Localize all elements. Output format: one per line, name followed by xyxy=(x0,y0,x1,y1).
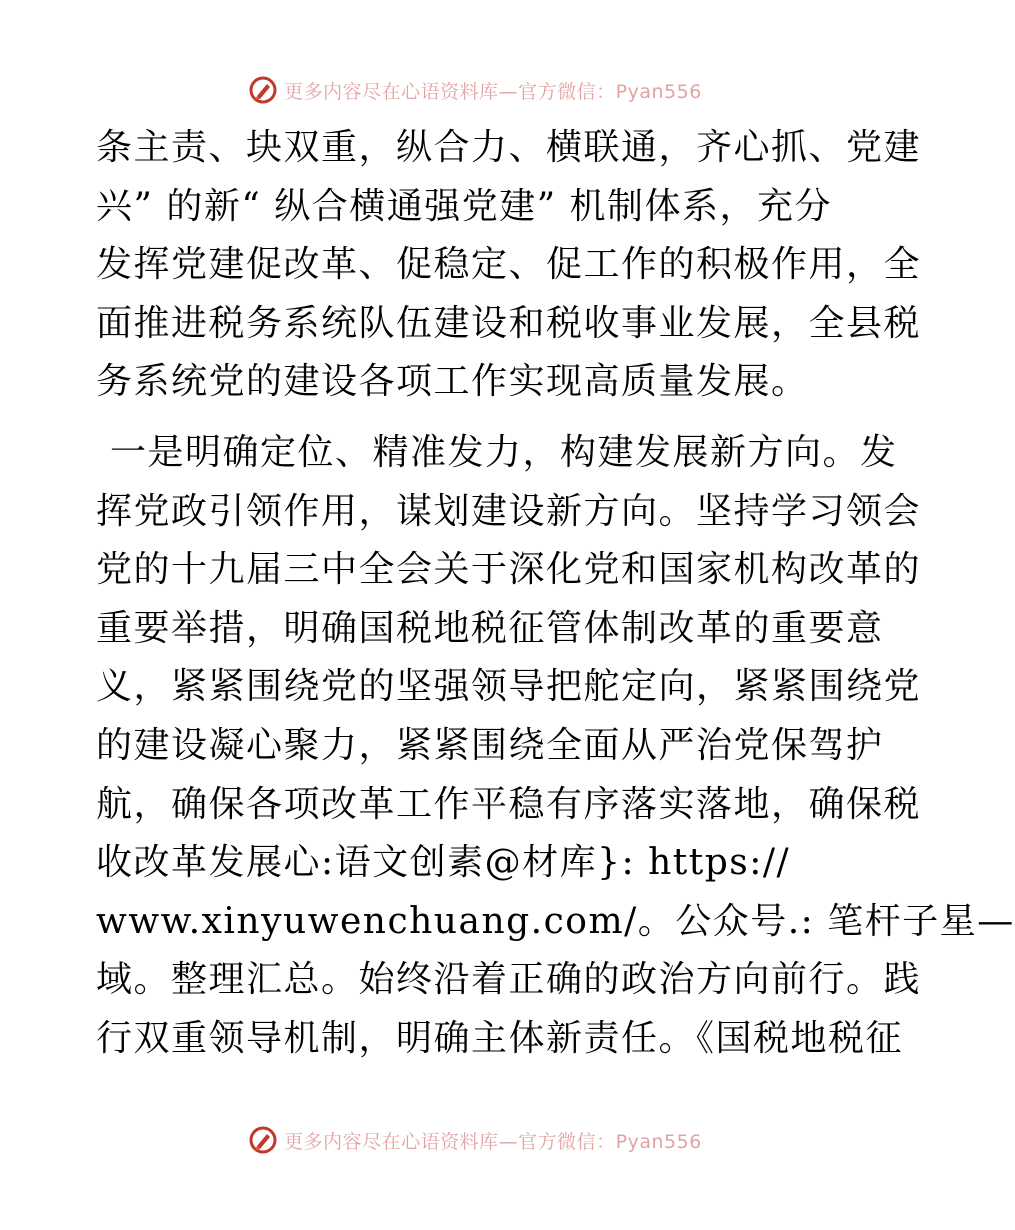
text-line: 务系统党的建设各项工作实现高质量发展。 xyxy=(96,361,809,403)
text-line: 航，确保各项改革工作平稳有序落实落地，确保税 xyxy=(96,783,922,825)
paragraph-gap xyxy=(96,412,856,424)
text-line: 发挥党建促改革、促稳定、促工作的积极作用，全 xyxy=(96,244,922,286)
text-line: www.xinyuwenchuang.com/。公众号.: 笔杆子星— xyxy=(96,900,1015,942)
text-line: 的建设凝心聚力，紧紧围绕全面从严治党保驾护 xyxy=(96,724,884,766)
text-line: 挥党政引领作用，谋划建设新方向。坚持学习领会 xyxy=(96,490,922,532)
text-line: 收改革发展心:语文创素@材库}: https:// xyxy=(96,842,791,884)
footer-watermark-inner xyxy=(248,1125,702,1155)
document-body xyxy=(96,119,1015,1069)
header-watermark-text: 更多内容尽在心语资料库—官方微信：Pyan556 xyxy=(284,80,702,103)
pen-logo-icon xyxy=(248,75,278,105)
footer-watermark-text: 更多内容尽在心语资料库—官方微信：Pyan556 xyxy=(284,1130,702,1153)
text-line: 面推进税务系统队伍建设和税收事业发展，全县税 xyxy=(96,302,922,344)
footer-watermark xyxy=(0,1122,950,1158)
text-line: 党的十九届三中全会关于深化党和国家机构改革的 xyxy=(96,549,922,591)
text-line: 义，紧紧围绕党的坚强领导把舵定向，紧紧围绕党 xyxy=(96,666,922,708)
text-line: 条主责、块双重，纵合力、横联通，齐心抓、党建 xyxy=(96,127,922,168)
text-line: 兴” 的新“ 纵合横通强党建” 机制体系，充分 xyxy=(96,185,833,227)
paragraph-1 xyxy=(96,119,922,412)
text-line: 重要举措，明确国税地税征管体制改革的重要意 xyxy=(96,607,884,649)
pen-logo-icon xyxy=(248,1125,278,1155)
paragraph-2 xyxy=(96,424,1015,1069)
header-watermark xyxy=(0,72,950,108)
header-watermark-inner xyxy=(248,75,702,105)
text-line: 一是明确定位、精准发力，构建发展新方向。发 xyxy=(110,431,898,473)
text-line: 域。整理汇总。始终沿着正确的政治方向前行。践 xyxy=(96,959,922,1001)
text-line: 行双重领导机制，明确主体新责任。《国税地税征 xyxy=(96,1017,904,1059)
